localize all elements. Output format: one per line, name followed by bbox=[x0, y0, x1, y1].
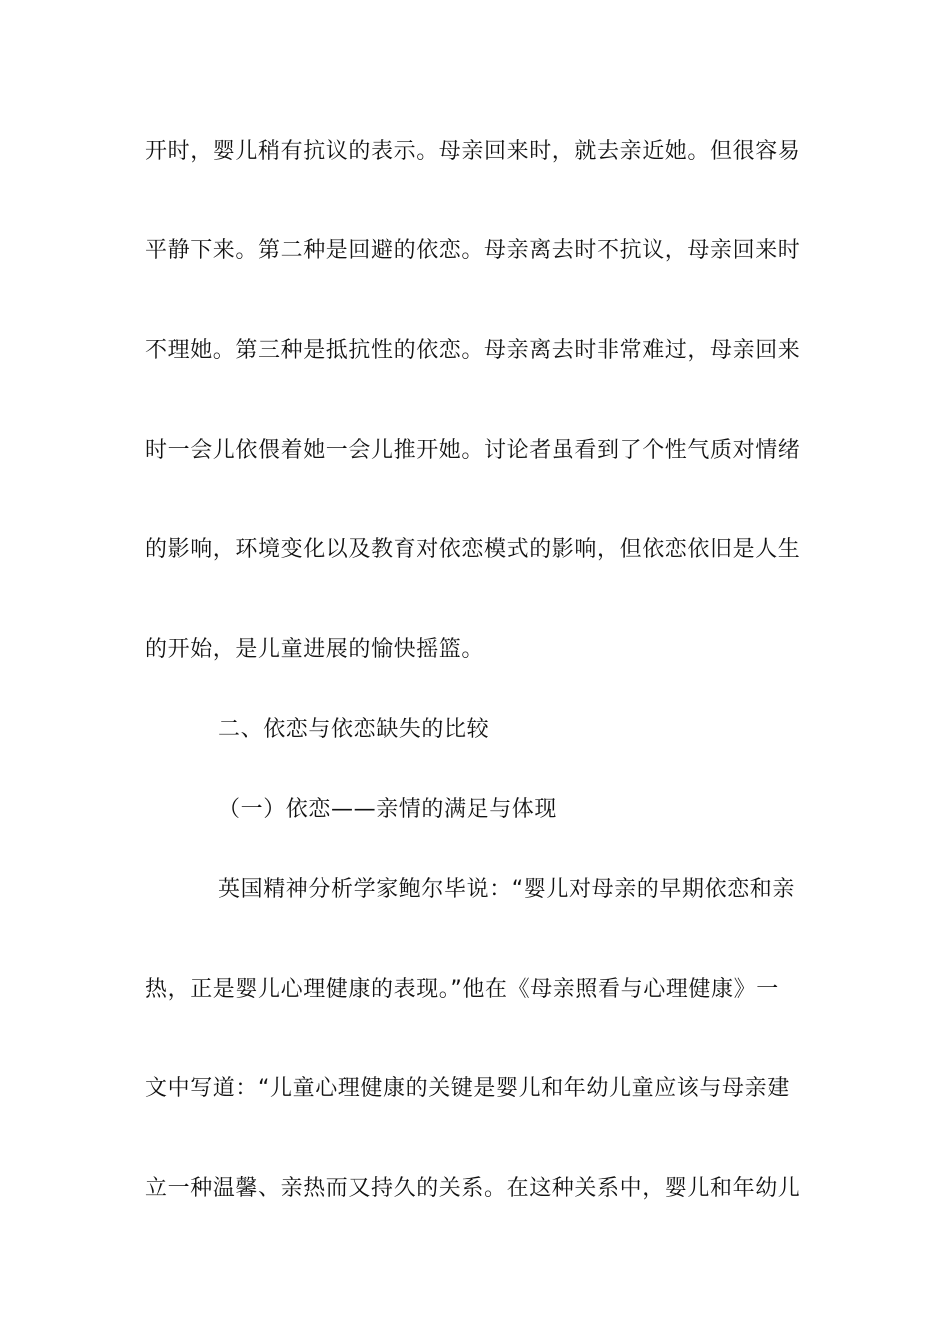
section-heading: 二、依恋与依恋缺失的比较 bbox=[218, 717, 490, 742]
paragraph-line: 不理她。第三种是抵抗性的依恋。母亲离去时非常难过，母亲回来 bbox=[145, 338, 801, 363]
paragraph-line: 热，正是婴儿心理健康的表现。”他在《母亲照看与心理健康》一 bbox=[145, 977, 779, 1002]
paragraph-line: 的开始，是儿童进展的愉快摇篮。 bbox=[145, 637, 485, 662]
paragraph-line: 平静下来。第二种是回避的依恋。母亲离去时不抗议，母亲回来时 bbox=[145, 238, 801, 263]
subsection-heading: （一）依恋——亲情的满足与体现 bbox=[218, 797, 558, 822]
paragraph-line: 英国精神分析学家鲍尔毕说：“婴儿对母亲的早期依恋和亲 bbox=[218, 877, 795, 902]
paragraph-line: 的影响，环境变化以及教育对依恋模式的影响，但依恋依旧是人生 bbox=[145, 537, 801, 562]
paragraph-line: 开时，婴儿稍有抗议的表示。母亲回来时，就去亲近她。但很容易 bbox=[145, 139, 801, 164]
paragraph-line: 文中写道：“儿童心理健康的关键是婴儿和年幼儿童应该与母亲建 bbox=[145, 1076, 790, 1101]
paragraph-line: 立一种温馨、亲热而又持久的关系。在这种关系中，婴儿和年幼儿 bbox=[145, 1176, 801, 1201]
paragraph-line: 时一会儿依偎着她一会儿推开她。讨论者虽看到了个性气质对情绪 bbox=[145, 438, 801, 463]
